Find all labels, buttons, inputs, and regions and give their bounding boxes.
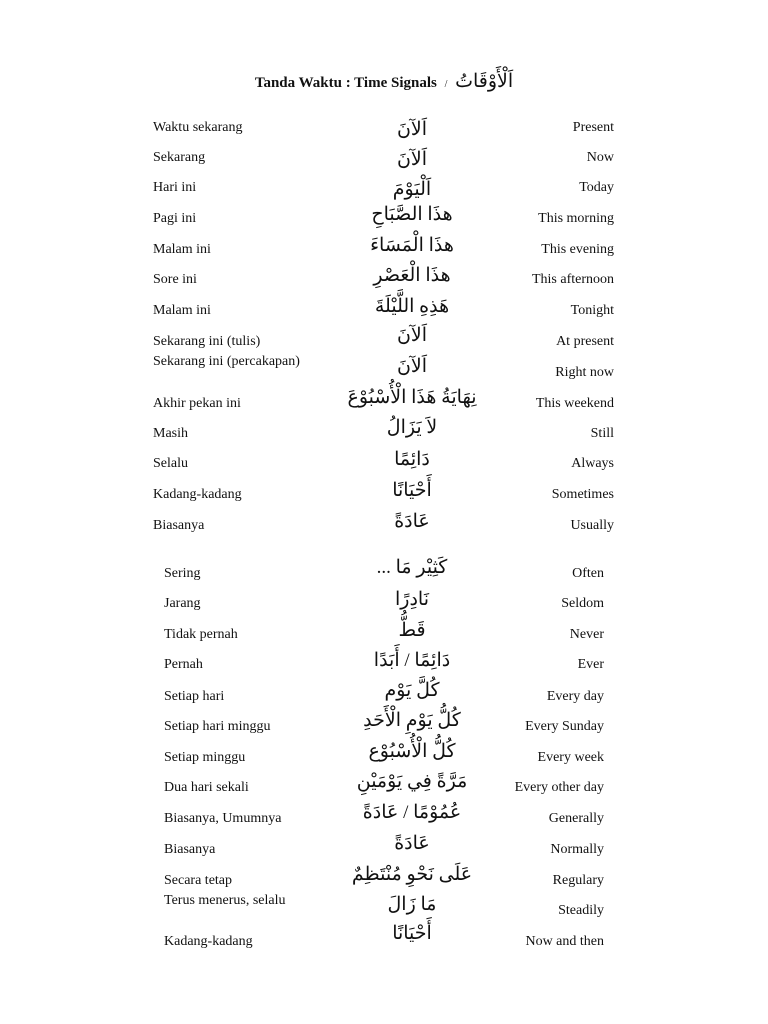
arabic-term: دَائِمًا / أَبَدًا xyxy=(373,650,451,671)
indonesian-term: Akhir pekan ini xyxy=(153,396,241,411)
english-term: Steadily xyxy=(558,903,604,918)
title-main: Tanda Waktu : Time Signals xyxy=(254,75,437,91)
vocab-row xyxy=(0,118,768,148)
english-term: Right now xyxy=(555,365,614,380)
english-term: Tonight xyxy=(570,303,614,318)
indonesian-term: Sering xyxy=(164,566,201,581)
arabic-term: اَلآنَ xyxy=(396,119,428,140)
english-term: Every week xyxy=(537,750,604,765)
indonesian-term: Hari ini xyxy=(153,180,197,195)
english-term: Ever xyxy=(577,657,604,672)
vocab-row xyxy=(0,511,768,546)
indonesian-term: Sore ini xyxy=(153,272,197,287)
indonesian-term: Biasanya, Umumnya xyxy=(164,811,282,826)
arabic-term: اَلْيَوْمَ xyxy=(392,179,432,200)
arabic-term: كُلَّ يَوْم xyxy=(384,680,440,701)
arabic-term: هَذِهِ اللَّيْلَةَ xyxy=(374,296,450,317)
indonesian-term: Pernah xyxy=(164,657,203,672)
vocab-row xyxy=(0,353,768,383)
english-term: Every Sunday xyxy=(525,719,604,734)
arabic-term: قَطُّ xyxy=(398,620,426,641)
arabic-term: هذَا الصَّبَاحِ xyxy=(371,204,453,225)
english-term: Often xyxy=(572,566,604,581)
english-term: This evening xyxy=(541,242,614,257)
indonesian-term: Kadang-kadang xyxy=(164,934,253,949)
english-term: At present xyxy=(556,334,614,349)
english-term: Never xyxy=(569,627,604,642)
indonesian-term: Waktu sekarang xyxy=(153,120,243,135)
arabic-term: كَثِيْر مَا ... xyxy=(376,557,448,578)
arabic-term: اَلآنَ xyxy=(396,356,428,377)
arabic-term: نِهَايَةُ هَذَا الْأُسْبُوْعَ xyxy=(347,387,477,408)
indonesian-term: Masih xyxy=(153,426,188,441)
indonesian-term: Biasanya xyxy=(164,842,216,857)
arabic-term: لاَ يَزَالُ xyxy=(386,417,438,438)
indonesian-term: Setiap hari minggu xyxy=(164,719,271,734)
arabic-term: مَرَّةً فِي يَوْمَيْنِ xyxy=(356,771,468,792)
english-term: Regulary xyxy=(552,873,604,888)
indonesian-term: Selalu xyxy=(153,456,188,471)
vocab-row xyxy=(0,891,768,921)
page-title xyxy=(0,70,768,93)
indonesian-term: Sekarang xyxy=(153,150,206,165)
english-term: Sometimes xyxy=(551,487,614,502)
indonesian-term: Secara tetap xyxy=(164,873,233,888)
arabic-term: عَادَةً xyxy=(394,833,430,854)
indonesian-term: Tidak pernah xyxy=(164,627,238,642)
arabic-term: هذَا الْعَصْرِ xyxy=(373,265,451,286)
indonesian-term: Sekarang ini (percakapan) xyxy=(153,354,300,369)
arabic-term: هذَا الْمَسَاءَ xyxy=(370,235,454,256)
english-term: Every day xyxy=(546,689,604,704)
arabic-term: عُمُوْمًا / عَادَةً xyxy=(362,802,462,823)
arabic-term: دَائِمًا xyxy=(394,449,430,470)
arabic-term: كُلُّ يَوْمِ الْأَحَدِ xyxy=(363,710,461,731)
indonesian-term: Pagi ini xyxy=(153,211,197,226)
indonesian-term: Terus menerus, selalu xyxy=(164,893,286,908)
vocab-row xyxy=(0,923,768,962)
english-term: This weekend xyxy=(535,396,614,411)
arabic-term: اَلآنَ xyxy=(396,149,428,170)
arabic-term: عَادَةً xyxy=(394,511,430,532)
english-term: Today xyxy=(579,180,614,195)
arabic-term: عَلَى نَحْوِ مُنْتَظِمٌ xyxy=(351,864,473,885)
indonesian-term: Sekarang ini (tulis) xyxy=(153,334,261,349)
arabic-term: اَلآنَ xyxy=(396,325,428,346)
indonesian-term: Setiap minggu xyxy=(164,750,246,765)
indonesian-term: Malam ini xyxy=(153,242,211,257)
indonesian-term: Kadang-kadang xyxy=(153,487,242,502)
arabic-term: كُلُّ الْأُسْبُوْع xyxy=(368,741,456,762)
indonesian-term: Setiap hari xyxy=(164,689,225,704)
arabic-term: نَادِرًا xyxy=(395,589,429,610)
indonesian-term: Biasanya xyxy=(153,518,205,533)
english-term: Present xyxy=(572,120,614,135)
indonesian-term: Malam ini xyxy=(153,303,211,318)
english-term: This morning xyxy=(538,211,614,226)
indonesian-term: Dua hari sekali xyxy=(164,780,249,795)
arabic-term: أَحْيَانًا xyxy=(392,480,432,501)
english-term: Now xyxy=(586,150,614,165)
title-arabic: اَلْأَوْقَاتُ xyxy=(455,71,514,92)
english-term: Always xyxy=(571,456,614,471)
english-term: This afternoon xyxy=(531,272,614,287)
arabic-term: مَا زَالَ xyxy=(387,894,437,915)
arabic-term: أَحْيَانًا xyxy=(392,923,432,944)
indonesian-term: Jarang xyxy=(164,596,201,611)
english-term: Usually xyxy=(570,518,614,533)
english-term: Seldom xyxy=(561,596,604,611)
vocab-row xyxy=(0,148,768,178)
title-separator: / xyxy=(444,79,448,90)
english-term: Generally xyxy=(548,811,604,826)
english-term: Still xyxy=(590,426,614,441)
english-term: Every other day xyxy=(514,780,604,795)
english-term: Now and then xyxy=(525,934,604,949)
english-term: Normally xyxy=(550,842,604,857)
